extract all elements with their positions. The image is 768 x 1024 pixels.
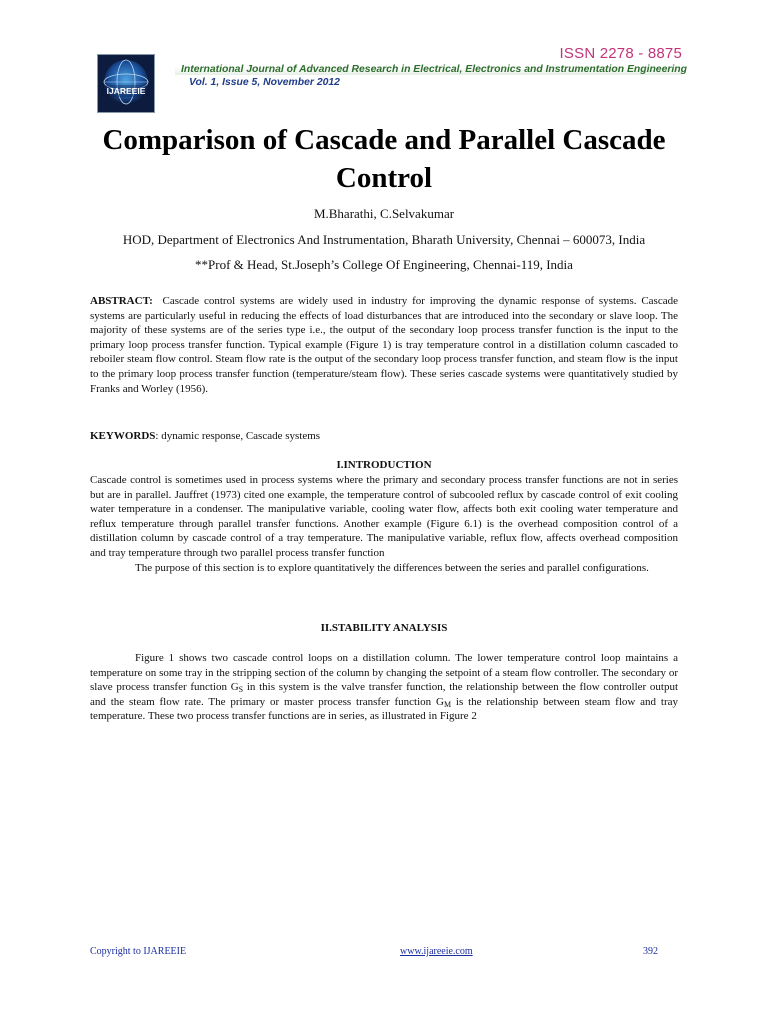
- footer-page-number: 392: [643, 946, 658, 957]
- issn-number: ISSN 2278 - 8875: [559, 45, 682, 62]
- stability-text-part-2: in this system is the valve transfer function, the relationship between the flow controller output and the steam flow rate. The primary or master process transfer function G: [90, 681, 678, 708]
- abstract-paragraph: [90, 294, 678, 396]
- footer-copyright: Copyright to IJAREEIE: [90, 946, 187, 957]
- subscript-m: M: [443, 699, 452, 709]
- journal-name: International Journal of Advanced Research in Electrical, Electronics and Instrumentation Engineering: [181, 64, 687, 75]
- subscript-s: S: [238, 685, 244, 695]
- keywords-paragraph: [90, 429, 678, 444]
- globe-logo-icon: [98, 55, 154, 112]
- introduction-section: [90, 473, 678, 575]
- stability-paragraph: [90, 651, 678, 724]
- introduction-paragraph-2: The purpose of this section is to explore quantitatively the differences between the series and parallel configurations.: [135, 561, 649, 574]
- stability-text-part-3: is the relationship between steam flow and tray temperature. These two process transfer functions are in series, as illustrated in Figure 2: [90, 695, 678, 723]
- footer-website-link[interactable]: www.ijareeie.com: [400, 946, 473, 957]
- keywords-text: : dynamic response, Cascade systems: [155, 430, 321, 442]
- section-heading-stability-analysis: II.STABILITY ANALYSIS: [320, 622, 448, 634]
- journal-logo: [97, 54, 155, 113]
- paper-title: [60, 121, 708, 197]
- title-line-1: Comparison of Cascade and Parallel Cascade: [102, 124, 666, 156]
- journal-volume: Vol. 1, Issue 5, November 2012: [189, 77, 340, 88]
- title-line-2: Control: [335, 162, 433, 194]
- paper-authors: M.Bharathi, C.Selvakumar: [313, 206, 455, 221]
- abstract-text: Cascade control systems are widely used in industry for improving the dynamic response of systems. Cascade systems are particularly useful in reducing the effects of load disturbances that are introduced into the secondary or slave loop. The majority of these systems are of the series type i.e., the output of the secondary loop process transfer function is the input to the primary loop process transfer function. Typical example (Figure 1) is tray temperature control in a distillation column cascaded to reboiler steam flow control. Steam flow rate is the output of the secondary loop process transfer function, and steam flow is the input to the primary loop process transfer function (temperature/steam flow). These series cascade systems were quantitatively studied by Franks and Worley (1956).: [90, 295, 678, 395]
- affiliation-2: **Prof & Head, St.Joseph’s College Of Engineering, Chennai-119, India: [195, 257, 573, 272]
- keywords-label: KEYWORDS: [90, 430, 156, 442]
- section-heading-introduction: I.INTRODUCTION: [336, 459, 432, 471]
- introduction-paragraph-1: Cascade control is sometimes used in process systems where the primary and secondary process transfer functions are not in series but are in parallel. Jauffret (1973) cited one example, the temperature control of subcooled reflux by cascade control of exit cooling water temperature in a condenser. The manipulative variable, cooling water flow, affects both exit cooling water temperature and reflux temperature through parallel transfer functions. Another example (Figure 6.1) is the overhead composition control of a distillation column by cascade control of a tray temperature. The manipulative variable, reflux flow, affects overhead composition and tray temperature through two parallel process transfer function: [90, 474, 678, 559]
- abstract-label: ABSTRACT:: [90, 295, 153, 307]
- svg-text:IJAREEIE: IJAREEIE: [106, 86, 146, 96]
- stability-text-part-1: Figure 1 shows two cascade control loops on a distillation column. The lower temperature control loop maintains a temperature on some tray in the stripping section of the column by changing the setpoint of a steam flow controller. The secondary or slave process transfer function G: [90, 652, 678, 694]
- affiliation-1: HOD, Department of Electronics And Instrumentation, Bharath University, Chennai – 600073, India: [122, 232, 646, 247]
